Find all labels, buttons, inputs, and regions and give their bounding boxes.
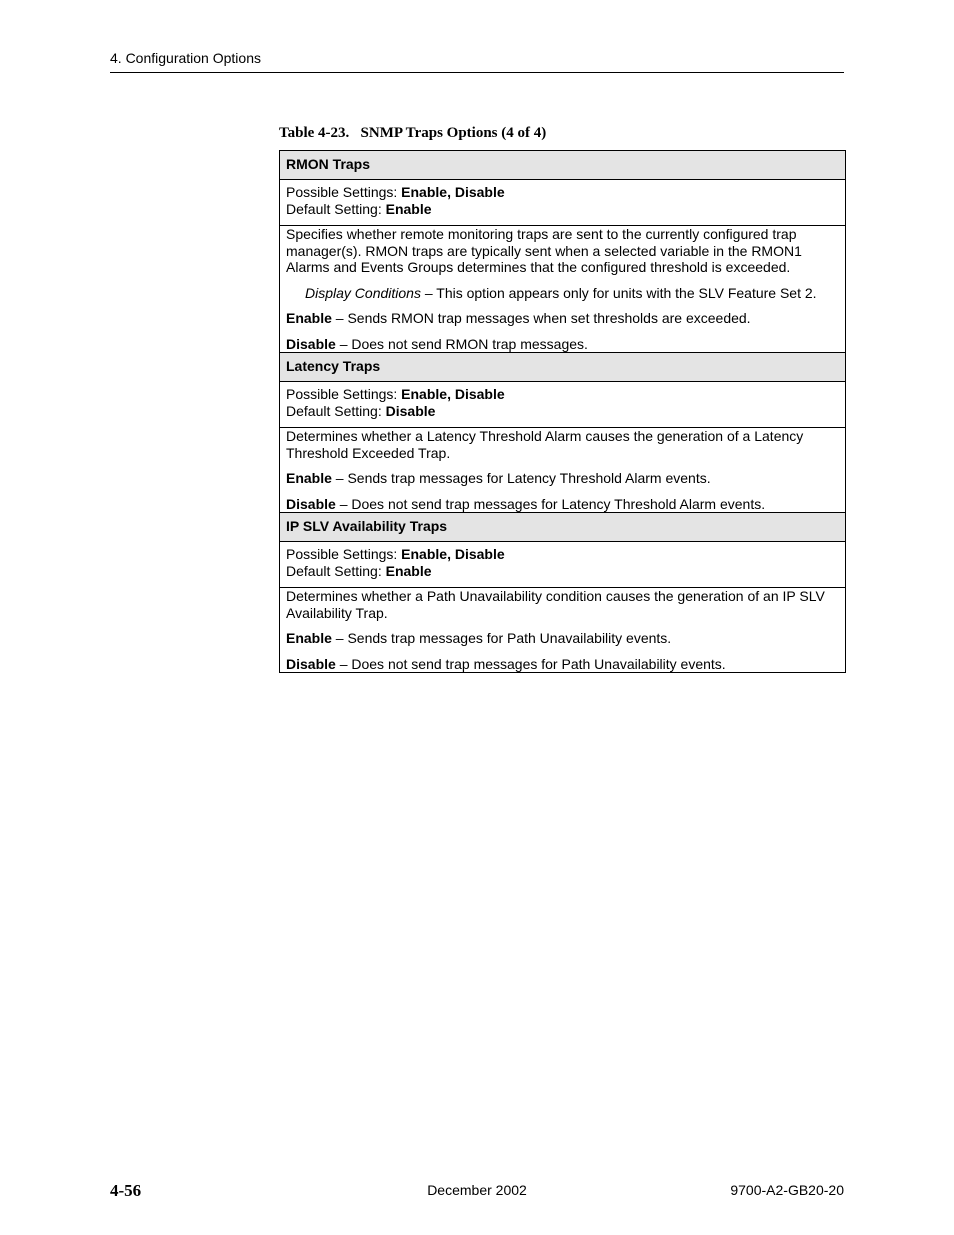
description-cell bbox=[280, 428, 846, 513]
table-row bbox=[280, 226, 846, 353]
table-row bbox=[280, 542, 846, 588]
option-description: Determines whether a Latency Threshold Alarm causes the generation of a Latency Threshold Exceeded Trap. bbox=[286, 428, 804, 461]
default-setting: Default Setting: Enable bbox=[286, 200, 432, 217]
option-description: Specifies whether remote monitoring traps are sent to the currently configured trap manager(s). RMON traps are typically sent when a selected variable in the RMON1 Alarms and Events Groups determines that the configured threshold is exceeded. bbox=[286, 226, 802, 275]
description-cell bbox=[280, 588, 846, 673]
settings-cell bbox=[280, 180, 846, 226]
publication-date: December 2002 bbox=[427, 1182, 527, 1198]
table-row bbox=[280, 382, 846, 428]
disable-description: Disable – Does not send trap messages for Latency Threshold Alarm events. bbox=[286, 495, 766, 512]
disable-description: Disable – Does not send trap messages for Path Unavailability events. bbox=[286, 655, 726, 672]
enable-description: Enable – Sends trap messages for Latency Threshold Alarm events. bbox=[286, 470, 711, 486]
table-row bbox=[280, 428, 846, 513]
settings-cell bbox=[280, 542, 846, 588]
possible-settings: Possible Settings: Enable, Disable bbox=[286, 546, 505, 562]
settings-cell bbox=[280, 382, 846, 428]
page-number: 4-56 bbox=[110, 1181, 142, 1200]
enable-description: Enable – Sends RMON trap messages when set thresholds are exceeded. bbox=[286, 310, 751, 326]
default-setting: Default Setting: Disable bbox=[286, 402, 436, 419]
table-row bbox=[280, 180, 846, 226]
default-setting: Default Setting: Enable bbox=[286, 562, 432, 579]
option-description: Determines whether a Path Unavailability condition causes the generation of an IP SLV Availability Trap. bbox=[286, 588, 825, 621]
running-header: 4. Configuration Options bbox=[110, 50, 261, 66]
table-row bbox=[280, 151, 846, 180]
document-number: 9700-A2-GB20-20 bbox=[730, 1182, 844, 1198]
option-title-latency-traps: Latency Traps bbox=[280, 353, 846, 382]
snmp-traps-options-table bbox=[279, 150, 846, 673]
display-conditions: Display Conditions – This option appears only for units with the SLV Feature Set 2. bbox=[305, 284, 817, 301]
table-row bbox=[280, 588, 846, 673]
disable-description: Disable – Does not send RMON trap messages. bbox=[286, 335, 588, 352]
possible-settings: Possible Settings: Enable, Disable bbox=[286, 184, 505, 200]
option-title-ip-slv-availability-traps: IP SLV Availability Traps bbox=[280, 513, 846, 542]
description-cell bbox=[280, 226, 846, 353]
possible-settings: Possible Settings: Enable, Disable bbox=[286, 386, 505, 402]
header-rule bbox=[110, 72, 844, 73]
table-row bbox=[280, 353, 846, 382]
option-title-rmon-traps: RMON Traps bbox=[280, 151, 846, 180]
enable-description: Enable – Sends trap messages for Path Unavailability events. bbox=[286, 630, 672, 646]
table-caption: Table 4-23. SNMP Traps Options (4 of 4) bbox=[279, 125, 547, 141]
table-row bbox=[280, 513, 846, 542]
